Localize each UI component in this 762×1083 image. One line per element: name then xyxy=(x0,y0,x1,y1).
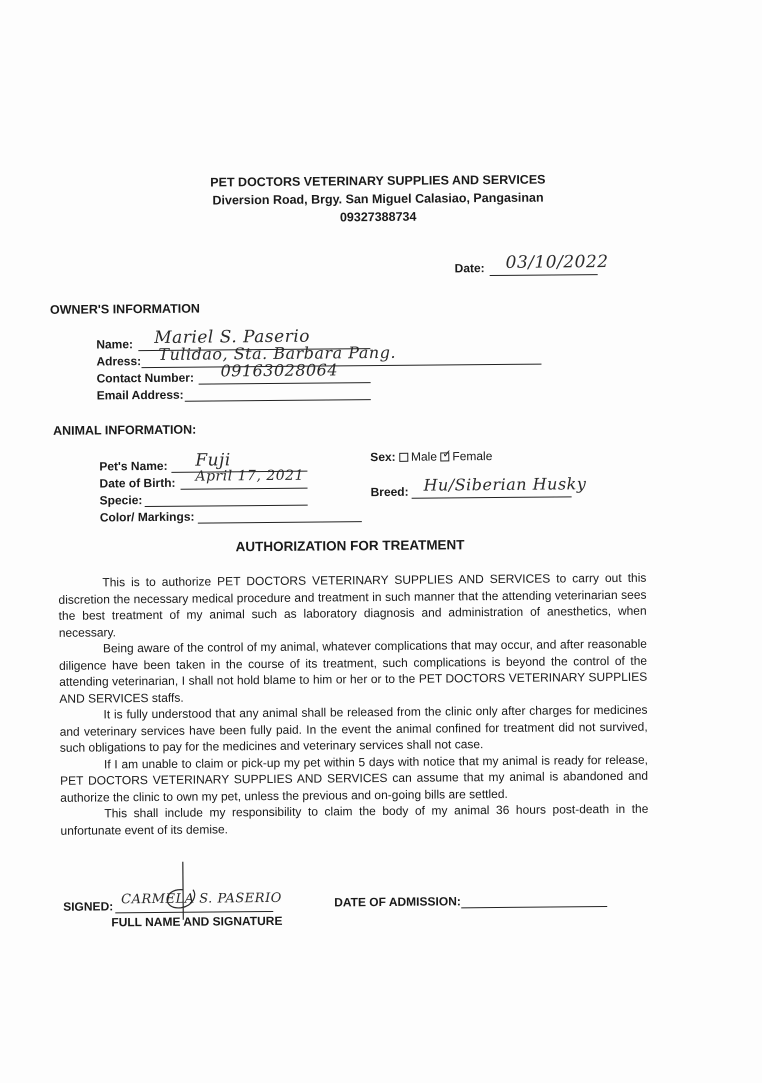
address-label: Adress: xyxy=(96,354,142,369)
breed-value: Hu/Siberian Husky xyxy=(423,474,587,495)
date-value: 03/10/2022 xyxy=(505,252,609,273)
company-name: PET DOCTORS VETERINARY SUPPLIES AND SERVICES xyxy=(210,172,546,190)
male-checkbox[interactable] xyxy=(399,453,408,462)
authorization-body xyxy=(58,570,648,839)
contact-value: 09163028064 xyxy=(220,360,339,381)
address-line xyxy=(141,364,541,368)
admission-label: DATE OF ADMISSION: xyxy=(334,894,461,910)
animal-heading: ANIMAL INFORMATION: xyxy=(52,422,197,438)
authorization-paragraph-5: This shall include my responsibility to claim the body of my animal 36 hours post-death in the unfortunate event of its demise. xyxy=(60,801,649,838)
name-value: Mariel S. Paserio xyxy=(154,326,311,348)
address-value: Tulidao, Sta. Barbara Pang. xyxy=(158,342,397,364)
pet-name-label: Pet's Name: xyxy=(99,458,168,474)
male-option-label: Male xyxy=(410,449,438,464)
color-label: Color/ Markings: xyxy=(99,509,195,525)
sex-label: Sex: xyxy=(370,449,396,465)
signature-caption: FULL NAME AND SIGNATURE xyxy=(111,913,283,930)
dob-line xyxy=(181,488,308,490)
female-checkbox[interactable] xyxy=(440,447,452,462)
signed-label: SIGNED: xyxy=(63,899,114,914)
authorization-paragraph-3: It is fully understood that any animal shall be released from the clinic only after charges for medicines and veterinary services have been fully paid. In the event the animal confined for treatment did not survived, such obligations to pay for the medicines and veterinary services shall not case. xyxy=(59,702,648,755)
breed-label: Breed: xyxy=(370,484,409,500)
admission-line xyxy=(461,906,607,908)
date-label: Date: xyxy=(454,261,485,276)
specie-line xyxy=(145,505,308,507)
authorization-title: AUTHORIZATION FOR TREATMENT xyxy=(235,537,465,555)
pet-name-value: Fuji xyxy=(195,450,231,471)
email-line xyxy=(185,399,371,402)
email-label: Email Address: xyxy=(96,387,184,403)
contact-line xyxy=(199,382,371,385)
company-address: Diversion Road, Brgy. San Miguel Calasiao, Pangasinan xyxy=(212,190,544,208)
owner-heading: OWNER'S INFORMATION xyxy=(49,301,200,317)
authorization-paragraph-4: If I am unable to claim or pick-up my pet within 5 days with notice that my animal is ready for release, PET DOCTORS VETERINARY SUPPLIES AND SERVICES can assume that my animal is abandoned and authorize the clinic to own my pet, unless the previous and on-going bills are settled. xyxy=(60,752,649,805)
sex-field xyxy=(370,449,492,464)
date-line xyxy=(490,274,598,276)
dob-label: Date of Birth: xyxy=(99,475,176,491)
company-phone: 09327388734 xyxy=(339,209,417,225)
dob-value: April 17, 2021 xyxy=(195,467,305,485)
female-option-label: Female xyxy=(452,449,493,464)
signature-value: CARMELA S. PASERIO xyxy=(121,890,282,908)
contact-label: Contact Number: xyxy=(96,370,194,386)
breed-line xyxy=(412,496,572,498)
check-mark-icon: ✓ xyxy=(442,447,452,461)
color-line xyxy=(198,521,362,523)
specie-label: Specie: xyxy=(99,493,143,508)
authorization-paragraph-2: Being aware of the control of my animal, whatever complications that may occur, and after reasonable diligence have been taken in the course of its treatment, such complications is beyond the control of the attending veterinarian, I shall not hold blame to him or her or to the PET DOCTORS VETERINARY SUPPLIES AND SERVICES staffs. xyxy=(59,636,648,706)
name-label: Name: xyxy=(96,337,134,352)
authorization-paragraph-1: This is to authorize PET DOCTORS VETERINARY SUPPLIES AND SERVICES to carry out this discretion the necessary medical procedure and treatment in such manner that the attending veterinarian sees the best treatment of my animal such as laboratory diagnosis and administration of anesthetics, when necessary. xyxy=(58,570,647,640)
